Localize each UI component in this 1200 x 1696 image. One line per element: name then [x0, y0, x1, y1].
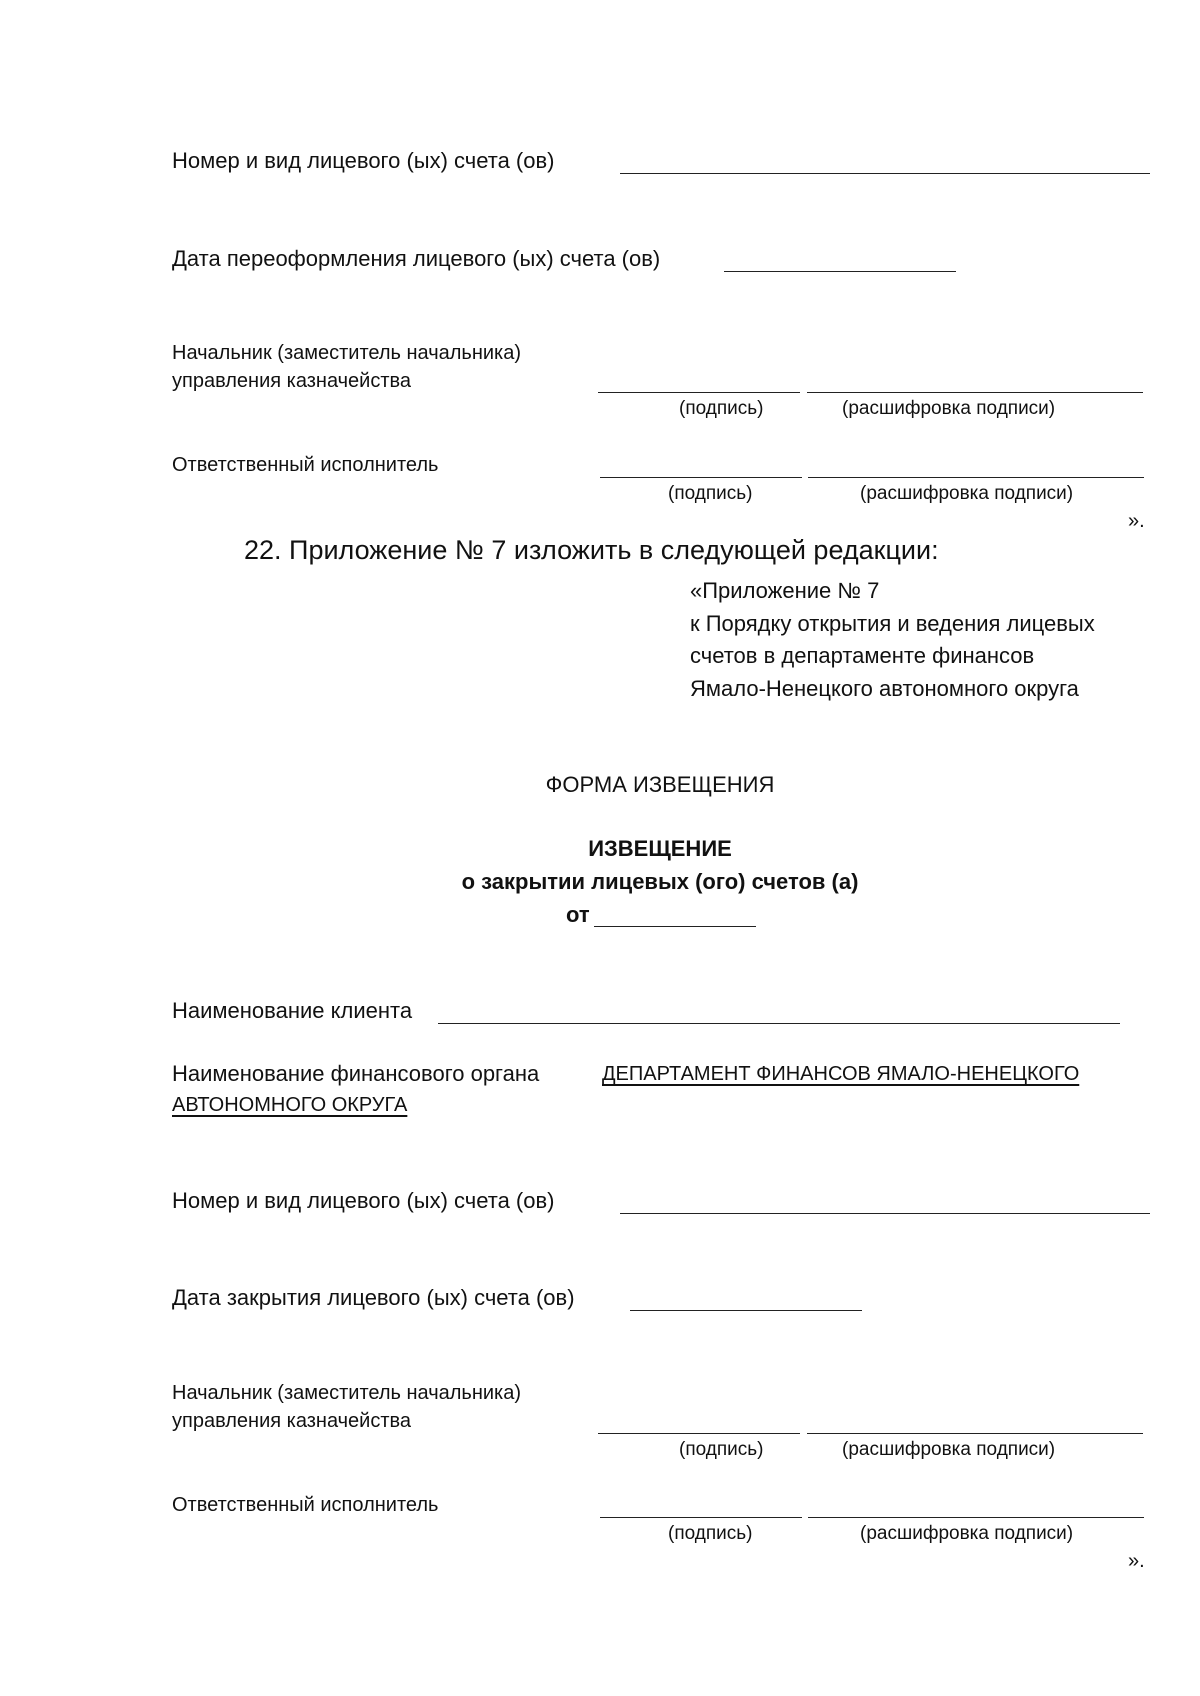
- form-account-number-field-line: [620, 1213, 1150, 1214]
- head-signature-decode-line: [807, 392, 1143, 393]
- appendix-header-line4: Ямало-Ненецкого автономного округа: [690, 676, 1079, 701]
- form-executor-signature-decode-line: [808, 1517, 1144, 1518]
- form-title: ФОРМА ИЗВЕЩЕНИЯ: [545, 772, 775, 797]
- amendment-item: 22. Приложение № 7 изложить в следующей редакции:: [244, 535, 939, 565]
- notice-title: ИЗВЕЩЕНИЕ: [588, 836, 732, 861]
- finance-body-value-line1: ДЕПАРТАМЕНТ ФИНАНСОВ ЯМАЛО-НЕНЕЦКОГО: [602, 1063, 1080, 1085]
- form-closing-quote: ».: [1128, 1550, 1145, 1572]
- form-head-signature-decode-line: [807, 1433, 1143, 1434]
- form-account-number-label: Номер и вид лицевого (ых) счета (ов): [172, 1188, 555, 1213]
- form-executor-label: Ответственный исполнитель: [172, 1494, 439, 1516]
- form-head-signature-caption: (подпись): [679, 1439, 764, 1460]
- finance-body-value-line2: АВТОНОМНОГО ОКРУГА: [172, 1094, 408, 1116]
- appendix-header-line2: к Порядку открытия и ведения лицевых: [690, 611, 1095, 636]
- reissue-date-field-line: [724, 271, 956, 272]
- executor-label: Ответственный исполнитель: [172, 454, 439, 476]
- form-head-signature-line: [598, 1433, 800, 1434]
- appendix-header-line1: «Приложение № 7: [690, 578, 880, 603]
- head-label-line1: Начальник (заместитель начальника): [172, 342, 522, 364]
- client-label: Наименование клиента: [172, 998, 413, 1023]
- account-number-label: Номер и вид лицевого (ых) счета (ов): [172, 148, 555, 173]
- form-executor-signature-line: [600, 1517, 802, 1518]
- form-executor-signature-caption: (подпись): [668, 1523, 753, 1544]
- notice-date-prefix: от: [566, 902, 590, 927]
- head-signature-decode-caption: (расшифровка подписи): [842, 398, 1056, 419]
- finance-body-label: Наименование финансового органа: [172, 1061, 540, 1086]
- appendix-header-line3: счетов в департаменте финансов: [690, 643, 1035, 668]
- closing-date-label: Дата закрытия лицевого (ых) счета (ов): [172, 1285, 575, 1310]
- executor-signature-decode-caption: (расшифровка подписи): [860, 483, 1074, 504]
- form-executor-signature-decode-caption: (расшифровка подписи): [860, 1523, 1074, 1544]
- executor-signature-caption: (подпись): [668, 483, 753, 504]
- form-head-label-line2: управления казначейства: [172, 1410, 412, 1432]
- form-head-signature-decode-caption: (расшифровка подписи): [842, 1439, 1056, 1460]
- head-label-line2: управления казначейства: [172, 370, 412, 392]
- client-field-line: [438, 1023, 1120, 1024]
- executor-signature-decode-line: [808, 477, 1144, 478]
- notice-subtitle: о закрытии лицевых (ого) счетов (а): [461, 869, 859, 894]
- form-head-label-line1: Начальник (заместитель начальника): [172, 1382, 522, 1404]
- closing-quote: ».: [1128, 510, 1145, 532]
- executor-signature-line: [600, 477, 802, 478]
- head-signature-caption: (подпись): [679, 398, 764, 419]
- head-signature-line: [598, 392, 800, 393]
- closing-date-field-line: [630, 1310, 862, 1311]
- reissue-date-label: Дата переоформления лицевого (ых) счета (ов): [172, 246, 661, 271]
- notice-date-field-line: [594, 926, 756, 927]
- account-number-field-line: [620, 173, 1150, 174]
